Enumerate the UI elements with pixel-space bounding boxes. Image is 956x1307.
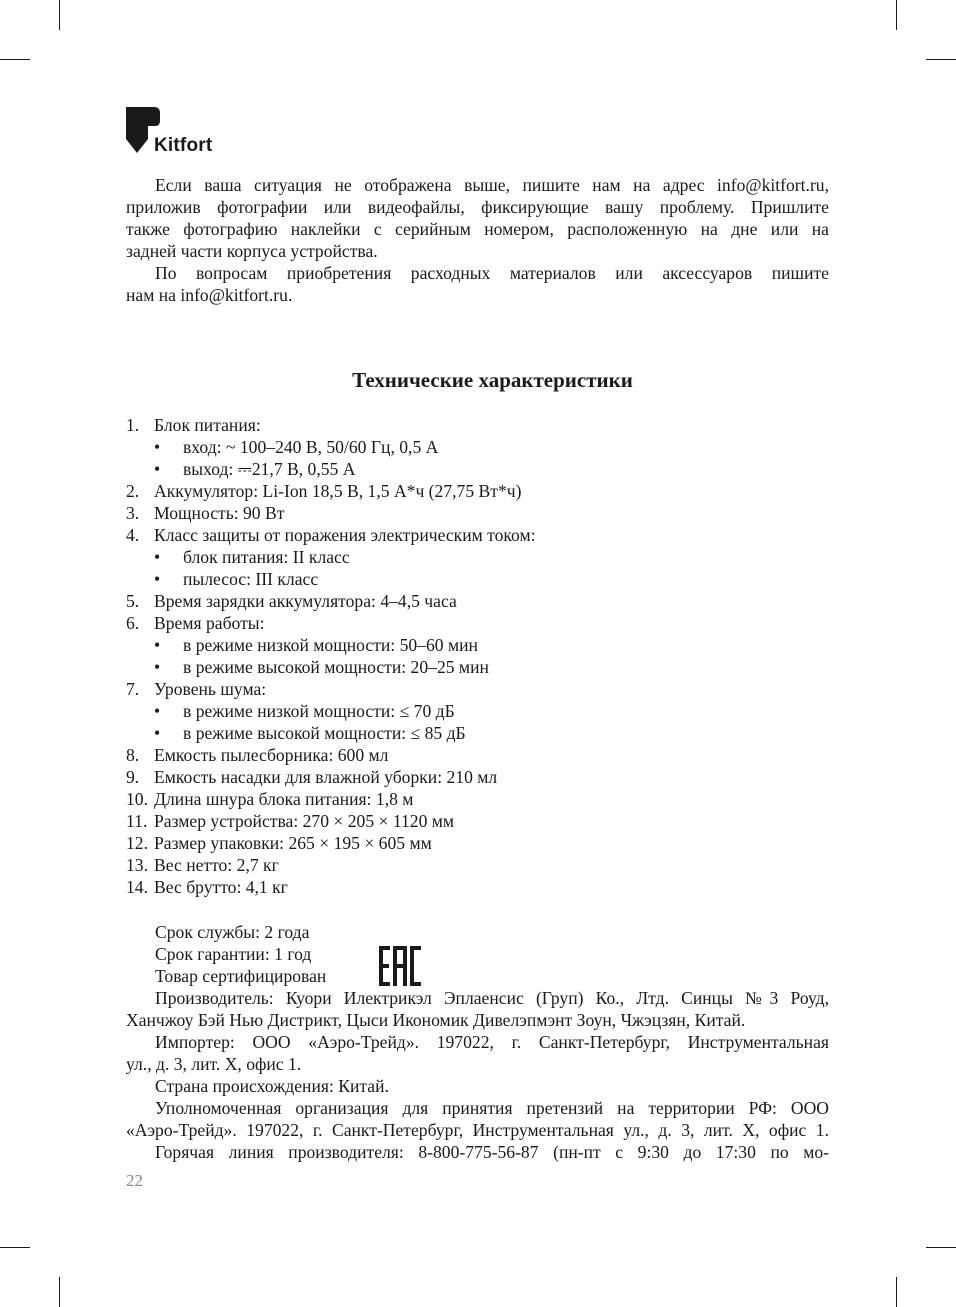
spec-subitem [126,568,536,590]
spec-item [126,612,536,634]
crop-mark [896,1277,897,1307]
spec-number: 5. [126,591,140,611]
bullet-icon: • [154,459,161,479]
text-line: также фотографию наклейки с серийным номером, расположенную на дне или на [126,219,829,239]
bullet-icon: • [154,569,161,589]
spec-text: Вес нетто: 2,7 кг [154,855,279,875]
spec-number: 10. [126,789,148,809]
spec-text: Уровень шума: [154,679,267,699]
spec-item [126,876,536,898]
bullet-icon: • [154,635,161,655]
spec-subitem [126,634,536,656]
spec-item [126,744,536,766]
spec-subitem-text: пылесос: III класс [183,569,319,589]
spec-item [126,788,536,810]
logo-text: Kitfort [154,135,213,156]
spec-subitem [126,458,536,480]
spec-text: Емкость пылесборника: 600 мл [154,745,389,765]
spec-number: 3. [126,503,140,523]
spec-subitem-text: в режиме высокой мощности: ≤ 85 дБ [183,723,466,743]
crop-mark [926,59,956,60]
spec-subitem [126,436,536,458]
crop-mark [59,0,60,30]
spec-text: Блок питания: [154,415,261,435]
spec-subitem-text: вход: ~ 100–240 В, 50/60 Гц, 0,5 А [183,437,439,457]
bullet-icon: • [154,547,161,567]
spec-text: Время зарядки аккумулятора: 4–4,5 часа [154,591,457,611]
spec-item [126,524,536,546]
crop-mark [926,1247,956,1248]
spec-subitem-text: в режиме низкой мощности: ≤ 70 дБ [183,701,455,721]
warranty-period: Срок гарантии: 1 год [155,944,312,964]
hotline-line: Горячая линия производителя: 8-800-775-56-87 (пн-пт с 9:30 до 17:30 по мо- [155,1142,829,1162]
spec-text: Длина шнура блока питания: 1,8 м [154,789,414,809]
text-line: Импортер: ООО «Аэро-Трейд». 197022, г. Санкт-Петербург, Инструментальная [155,1032,829,1052]
text-line: нам на info@kitfort.ru. [126,285,293,305]
crop-mark [896,0,897,30]
spec-subitem [126,546,536,568]
spec-item [126,810,536,832]
spec-list [126,414,536,898]
spec-number: 14. [126,877,148,897]
text-line: Ханчжоу Бэй Нью Дистрикт, Цыси Икономик Дивелэпмэнт Зоун, Чжэцзян, Китай. [126,1010,746,1030]
spec-text: Класс защиты от поражения электрическим током: [154,525,536,545]
spec-item [126,678,536,700]
crop-mark [0,1247,30,1248]
spec-subitem [126,656,536,678]
spec-item [126,766,536,788]
spec-item [126,502,536,524]
spec-number: 4. [126,525,140,545]
spec-text: Мощность: 90 Вт [154,503,285,523]
spec-number: 13. [126,855,148,875]
spec-number: 11. [126,811,148,831]
spec-subitem-text: блок питания: II класс [183,547,350,567]
spec-subitem [126,722,536,744]
spec-subitem-text: в режиме высокой мощности: 20–25 мин [183,657,489,677]
spec-number: 6. [126,613,140,633]
text-line: «Аэро-Трейд». 197022, г. Санкт-Петербург, Инструментальная ул., д. 3, лит. Х, офис 1. [126,1120,829,1140]
origin-line: Страна происхождения: Китай. [155,1076,389,1096]
spec-item [126,832,536,854]
spec-text: Размер устройства: 270 × 205 × 1120 мм [154,811,455,831]
manufacturer-block [126,987,829,1163]
spec-item [126,414,536,436]
page-number: 22 [126,1171,143,1190]
intro-paragraph [126,174,829,306]
spec-text: Емкость насадки для влажной уборки: 210 мл [154,767,498,787]
spec-number: 2. [126,481,140,501]
spec-item [126,854,536,876]
spec-text: Время работы: [154,613,265,633]
spec-number: 8. [126,745,140,765]
text-line: Уполномоченная организация для принятия претензий на территории РФ: ООО [155,1098,829,1118]
spec-number: 12. [126,833,148,853]
bullet-icon: • [154,723,161,743]
text-line: Производитель: Куори Илектрикэл Эплаенсис (Груп) Ко., Лтд. Синцы №3 Роуд, [155,988,829,1008]
section-heading: Технические характеристики [352,368,633,392]
certified-note: Товар сертифицирован [155,966,327,986]
text-line: ул., д. 3, лит. Х, офис 1. [126,1054,302,1074]
spec-subitem [126,700,536,722]
spec-subitem-text: в режиме низкой мощности: 50–60 мин [183,635,478,655]
spec-text: Аккумулятор: Li-Ion 18,5 В, 1,5 А*ч (27,75 Вт*ч) [154,481,522,501]
text-line: приложив фотографии или видеофайлы, фиксирующие вашу проблему. Пришлите [126,197,829,217]
text-line: задней части корпуса устройства. [126,241,378,261]
crop-mark [0,59,30,60]
eac-mark-icon [379,946,421,986]
bullet-icon: • [154,657,161,677]
bullet-icon: • [154,701,161,721]
spec-text: Размер упаковки: 265 × 195 × 605 мм [154,833,432,853]
spec-number: 9. [126,767,140,787]
text-line: Если ваша ситуация не отображена выше, пишите нам на адрес info@kitfort.ru, [155,175,829,195]
spec-number: 1. [126,415,140,435]
spec-item [126,590,536,612]
service-life: Срок службы: 2 года [155,922,310,942]
spec-item [126,480,536,502]
spec-text: Вес брутто: 4,1 кг [154,877,288,897]
service-block [126,921,326,987]
text-line: По вопросам приобретения расходных материалов или аксессуаров пишите [155,263,829,283]
spec-subitem-text: выход: ⎓21,7 В, 0,55 А [183,459,356,479]
crop-mark [59,1277,60,1307]
bullet-icon: • [154,437,161,457]
spec-number: 7. [126,679,140,699]
